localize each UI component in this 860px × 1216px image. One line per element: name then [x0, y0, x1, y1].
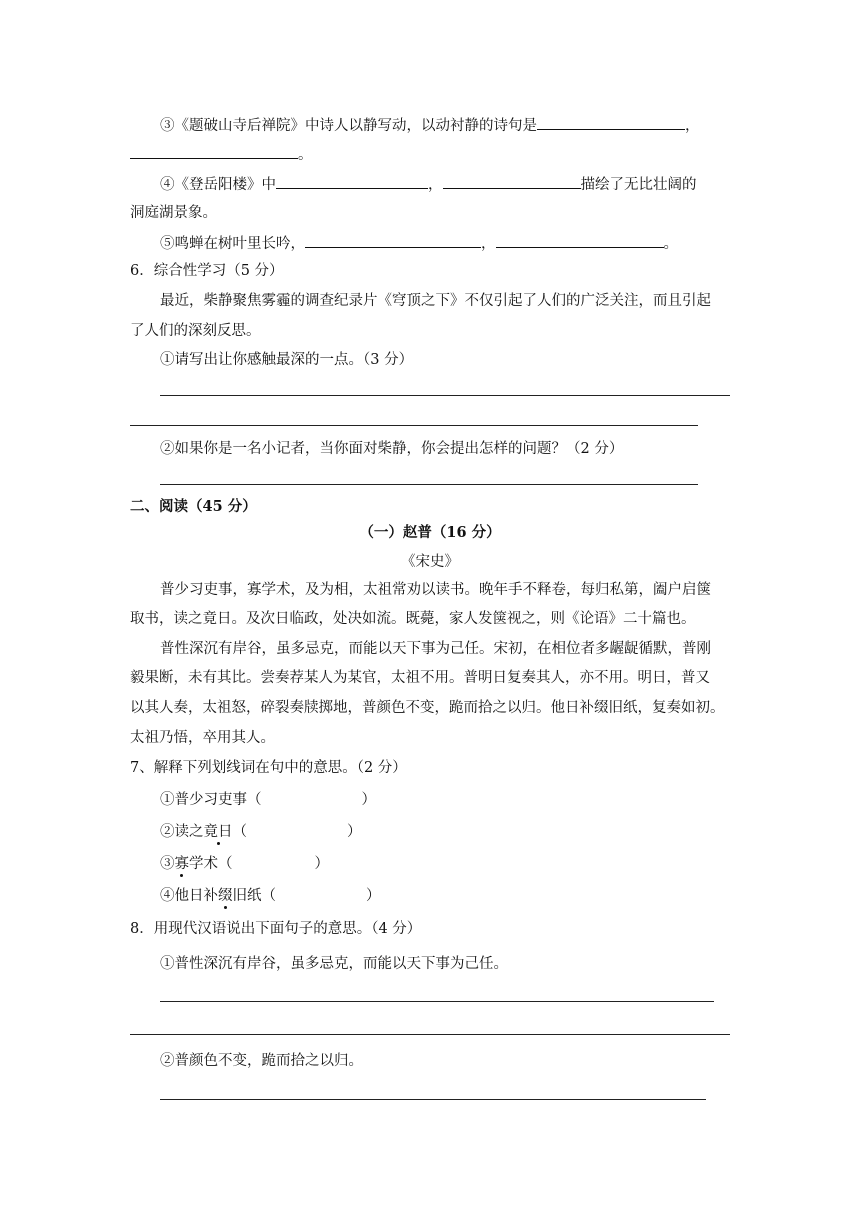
punct: ，: [685, 118, 700, 134]
paren-open: （: [247, 792, 262, 808]
answer-line[interactable]: [160, 1001, 714, 1002]
q7-key-word: 吏事: [218, 792, 247, 808]
q5-5-text: ⑤鸣蝉在树叶里长吟，: [160, 236, 305, 252]
answer-blank[interactable]: [276, 173, 428, 189]
passage-para1-line1: 普少习吏事，寡学术，及为相，太祖常劝以读书。晚年手不释卷，每归私第，阖户启箧: [160, 582, 711, 598]
q7-key-word: 缀: [218, 888, 233, 904]
punct: ，: [428, 177, 443, 193]
answer-blank[interactable]: [537, 114, 685, 130]
section-heading: 二、阅读（45 分）: [130, 498, 257, 515]
passage-source: 《宋史》: [401, 554, 459, 570]
passage-para2-line3: 以其人奏，太祖怒，碎裂奏牍掷地，普颜色不变，跪而拾之以归。他日补缀旧纸，复奏如初。: [130, 700, 725, 716]
q7-item-3: [160, 854, 329, 874]
q5-4-suffix: 描绘了无比壮阔的: [580, 177, 697, 193]
passage-para2-line2: 毅果断，未有其比。尝奏荐某人为某官，太祖不用。普明日复奏其人，亦不用。明日，普又: [130, 670, 710, 686]
q6-intro-1: 最近，柴静聚焦雾霾的调查纪录片《穹顶之下》不仅引起了人们的广泛关注，而且引起: [160, 293, 711, 309]
punct: ，: [481, 236, 496, 252]
q7-item-text: ③: [160, 856, 175, 872]
paren-close: ）: [347, 824, 362, 840]
q7-key-word: 寡: [174, 856, 189, 872]
passage-para2-line1: 普性深沉有岸谷，虽多忌克，而能以天下事为己任。宋初，在相位者多龌龊循默，普刚: [160, 641, 711, 657]
paren-close: ）: [314, 856, 329, 872]
answer-line[interactable]: [130, 1034, 730, 1035]
passage-para1-line2: 取书，读之竟日。及次日临政，处决如流。既薨，家人发箧视之，则《论语》二十篇也。: [130, 611, 696, 627]
q5-3-line1: [160, 114, 700, 136]
q7-item-text: ②读之: [160, 824, 204, 840]
q5-4-text: ④《登岳阳楼》中: [160, 177, 276, 193]
answer-line[interactable]: [130, 425, 698, 426]
q7-item-text: ④他日补: [160, 888, 218, 904]
paren-open: （: [232, 824, 247, 840]
q7-item-text: ①普少习: [160, 792, 218, 808]
q8-sentence-2: ②普颜色不变，跪而拾之以归。: [160, 1053, 363, 1069]
paren-close: ）: [361, 792, 376, 808]
answer-line[interactable]: [160, 1099, 706, 1100]
q5-3-line2: [130, 143, 313, 165]
q6-intro-2: 了人们的深刻反思。: [130, 323, 261, 339]
q7-item-2: [160, 822, 362, 842]
answer-line[interactable]: [160, 484, 698, 485]
q7-item-1: [160, 790, 376, 810]
answer-blank[interactable]: [496, 232, 664, 248]
answer-blank[interactable]: [305, 232, 481, 248]
paren-open: 旧纸（: [232, 888, 276, 904]
q6-sub1: ①请写出让你感触最深的一点。（3 分）: [160, 352, 414, 368]
q5-4-line1: [160, 173, 697, 195]
q5-4-line2: 洞庭湖景象。: [130, 205, 217, 221]
answer-line[interactable]: [160, 395, 730, 396]
q8-sentence-1: ①普性深沉有岸谷，虽多忌克，而能以天下事为己任。: [160, 956, 508, 972]
q8-title: 8．用现代汉语说出下面句子的意思。（4 分）: [130, 921, 422, 937]
passage-title: （一）赵普（16 分）: [359, 524, 501, 541]
punct: 。: [298, 147, 313, 163]
answer-blank[interactable]: [443, 173, 581, 189]
punct: 。: [663, 236, 678, 252]
paren-close: ）: [366, 888, 381, 904]
answer-blank[interactable]: [130, 143, 298, 159]
q6-sub2: ②如果你是一名小记者，当你面对柴静，你会提出怎样的问题？（2 分）: [160, 441, 624, 457]
q5-3-text: ③《题破山寺后禅院》中诗人以静写动，以动衬静的诗句是: [160, 118, 537, 134]
paren-open: 学术（: [189, 856, 233, 872]
q7-title: 7、解释下列划线词在句中的意思。（2 分）: [130, 760, 407, 776]
passage-para2-line4: 太祖乃悟，卒用其人。: [130, 730, 275, 746]
q6-title: 6．综合性学习（5 分）: [130, 263, 284, 279]
q5-5-line: [160, 232, 678, 254]
q7-key-word: 竟日: [203, 824, 233, 840]
q7-item-4: [160, 886, 381, 906]
